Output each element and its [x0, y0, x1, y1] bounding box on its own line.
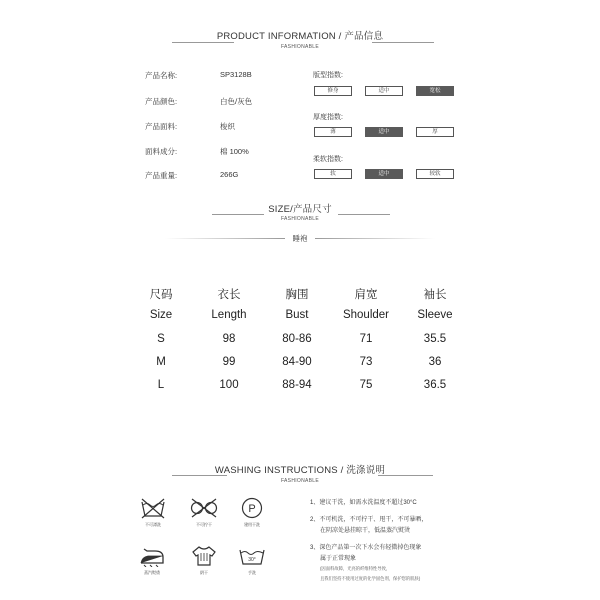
- softness-scale-label: 柔软指数:: [313, 156, 343, 163]
- dry-clean-label: 建用干洗: [244, 522, 260, 527]
- header-en-size: Size: [149, 309, 173, 321]
- instruction-2: 2、不可机洗，不可拧干、甩干，不可暴晒，: [310, 517, 428, 523]
- softness-option-medium: 适中: [365, 169, 403, 179]
- thickness-option-thick: 厚: [416, 127, 454, 137]
- field-label-composition: 面料成分:: [145, 147, 178, 156]
- fit-option-loose: 宽松: [416, 86, 454, 96]
- row-s-size: S: [157, 333, 165, 345]
- hand-wash-label: 手洗: [248, 570, 256, 575]
- header-cn-shoulder: 肩宽: [354, 289, 378, 301]
- field-value-weight: 266G: [220, 170, 239, 179]
- instruction-3-cont: 属于正常现象: [320, 556, 357, 562]
- product-info-subtitle: FASHIONABLE: [280, 44, 320, 50]
- washing-title: WASHING INSTRUCTIONS / 洗涤说明: [214, 465, 386, 476]
- instruction-2-cont: 在阴凉处悬挂晾干，低温蒸汽熨烫: [320, 528, 411, 534]
- fit-option-slim: 修身: [314, 86, 352, 96]
- header-cn-bust: 胸围: [285, 289, 309, 301]
- fit-scale-label: 版型指数:: [313, 72, 343, 79]
- row-m-length: 99: [222, 356, 236, 368]
- row-m-size: M: [156, 356, 166, 368]
- no-wash-icon: [140, 497, 166, 519]
- field-value-fabric: 梭织: [220, 122, 235, 131]
- header-en-length: Length: [211, 309, 247, 321]
- field-value-color: 白色/灰色: [220, 97, 253, 106]
- row-l-shoulder: 75: [359, 379, 373, 391]
- row-l-size: L: [157, 379, 165, 391]
- row-s-length: 98: [222, 333, 236, 345]
- field-label-name: 产品名称:: [145, 71, 178, 80]
- softness-option-softer: 较软: [416, 169, 454, 179]
- row-l-length: 100: [219, 379, 239, 391]
- field-value-name: SP3128B: [220, 70, 252, 79]
- thickness-scale-label: 厚度指数:: [313, 114, 343, 121]
- hand-wash-icon: [238, 545, 266, 567]
- softness-option-soft: 软: [314, 169, 352, 179]
- row-m-shoulder: 73: [359, 356, 373, 368]
- header-cn-size: 尺码: [149, 289, 173, 301]
- field-label-fabric: 产品面料:: [145, 122, 178, 131]
- dry-clean-glyph: P: [248, 503, 256, 515]
- iron-steam-icon: [138, 545, 166, 567]
- instruction-3: 3、深色产品第一次下水会有轻微掉色现象: [310, 545, 422, 551]
- row-s-bust: 80-86: [282, 333, 312, 345]
- no-tumble-dry-label: 不可拧干: [196, 522, 212, 527]
- size-subtitle: FASHIONABLE: [280, 216, 320, 222]
- row-l-bust: 88-94: [282, 379, 312, 391]
- header-rule-right: [372, 42, 434, 43]
- header-en-bust: Bust: [285, 309, 309, 321]
- product-info-title: PRODUCT INFORMATION / 产品信息: [216, 31, 384, 42]
- row-s-shoulder: 71: [359, 333, 373, 345]
- garment-label: 睡袍: [292, 234, 308, 243]
- garment-rule-right: [315, 238, 435, 239]
- header-cn-length: 衣长: [217, 289, 241, 301]
- field-label-color: 产品颜色:: [145, 97, 178, 106]
- no-tumble-dry-icon: [189, 497, 219, 519]
- row-l-sleeve: 36.5: [423, 379, 447, 391]
- row-m-bust: 84-90: [282, 356, 312, 368]
- row-s-sleeve: 35.5: [423, 333, 447, 345]
- fit-option-regular: 适中: [365, 86, 403, 96]
- row-m-sleeve: 36: [428, 356, 442, 368]
- hand-wash-temp: 30°: [248, 557, 256, 563]
- garment-rule-left: [165, 238, 285, 239]
- size-title: SIZE/产品尺寸: [268, 204, 332, 215]
- header-cn-sleeve: 袖长: [423, 289, 447, 301]
- field-value-composition: 棉 100%: [220, 147, 249, 156]
- header-rule-left: [172, 42, 234, 43]
- hang-dry-label: 阴干: [200, 570, 208, 575]
- field-label-weight: 产品重量:: [145, 171, 178, 180]
- dry-clean-icon: [240, 497, 264, 519]
- hang-dry-icon: [191, 545, 217, 567]
- instruction-3-note: (因面料故障，光亮的纤维特性导致，: [320, 566, 391, 571]
- no-wash-label: 不可漂洗: [145, 522, 161, 527]
- header-en-sleeve: Sleeve: [417, 309, 453, 321]
- washing-subtitle: FASHIONABLE: [280, 478, 320, 484]
- thickness-option-thin: 薄: [314, 127, 352, 137]
- thickness-option-medium: 适中: [365, 127, 403, 137]
- instruction-1: 1、建议干洗，如需水洗温度不超过30°C: [310, 500, 417, 506]
- instruction-3-note-2: 且我们坚持不使用过度的化学固色剂，保护您的肌肤): [320, 576, 421, 581]
- iron-steam-label: 蒸汽熨烫: [144, 570, 160, 575]
- header-en-shoulder: Shoulder: [342, 309, 390, 321]
